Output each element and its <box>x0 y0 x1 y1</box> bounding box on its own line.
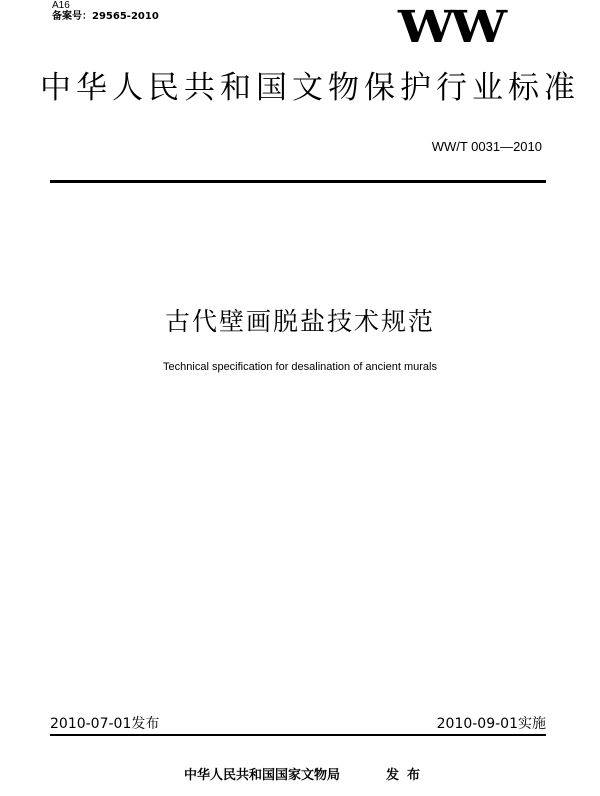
bottom-divider <box>50 734 546 736</box>
issue-date: 2010-07-01发布 <box>50 716 160 732</box>
record-number: 备案号：29565-2010 <box>52 11 159 22</box>
publisher-name: 中华人民共和国国家文物局 <box>184 768 341 783</box>
standard-code: WW/T 0031—2010 <box>431 139 542 154</box>
top-divider <box>50 180 546 183</box>
standard-series-title: 中华人民共和国文物保护行业标准 <box>40 70 580 106</box>
publish-label: 发布 <box>386 768 429 783</box>
classification-code: A16 <box>52 0 70 11</box>
standard-logo: WW <box>398 2 503 53</box>
document-english-title: Technical specification for desalination of ancient murals <box>163 361 437 373</box>
document-title: 古代壁画脱盐技术规范 <box>164 307 435 336</box>
implementation-date: 2010-09-01实施 <box>436 716 546 732</box>
